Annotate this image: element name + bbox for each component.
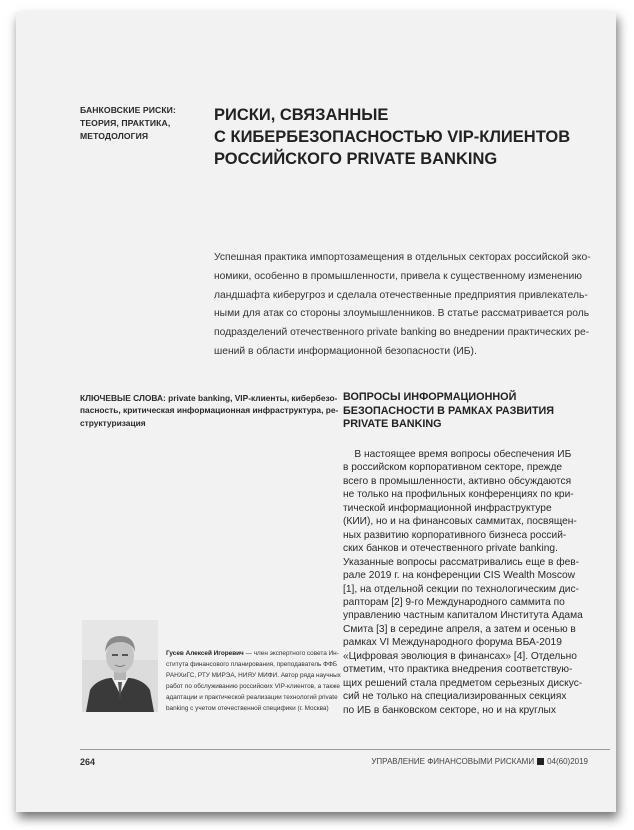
- author-name: Гусев Алексей Игоревич: [166, 650, 244, 657]
- abstract-line: Успешная практика импортозамещения в отдельных секторах российской эко-: [214, 252, 591, 263]
- article-abstract: [214, 249, 606, 362]
- author-bio: [166, 649, 341, 714]
- body-line: Смита [3] в середине апреля, а затем и осенью в: [343, 623, 576, 635]
- abstract-line: ными для атак со стороны злоумышленников. В статье рассматривается роль: [214, 308, 590, 320]
- author-photo: [82, 620, 158, 712]
- section-heading-line: PRIVATE BANKING: [343, 418, 442, 430]
- issue-number: 04(60)2019: [547, 757, 588, 766]
- title-line: РИСКИ, СВЯЗАННЫЕ: [214, 106, 389, 124]
- rubric-line: БАНКОВСКИЕ РИСКИ:: [80, 105, 176, 115]
- journal-name: УПРАВЛЕНИЕ ФИНАНСОВЫМИ РИСКАМИ: [371, 757, 535, 766]
- square-separator-icon: [537, 758, 544, 765]
- body-line: [1], на отдельной секции по технологическим дис-: [343, 583, 579, 595]
- section-heading-line: БЕЗОПАСНОСТИ В РАМКАХ РАЗВИТИЯ: [343, 404, 555, 417]
- bio-line: адаптации и практической реализации технологий private: [166, 693, 338, 701]
- section-heading-line: ВОПРОСЫ ИНФОРМАЦИОННОЙ: [343, 391, 517, 403]
- bio-first-line: [166, 649, 339, 660]
- bio-line: ститута финансового планирования, преподаватель ФФБ: [166, 660, 338, 668]
- body-line: всего в промышленности, активно обсуждаются: [343, 475, 572, 487]
- body-line: ских банков и отечественного private banking.: [343, 543, 558, 555]
- page-number: 264: [80, 757, 96, 767]
- body-line: (КИИ), но и на финансовых саммитах, посвящен-: [343, 516, 577, 528]
- body-line: «Цифровая эволюция в финансах» [4]. Отдельно: [343, 650, 577, 662]
- bio-line: работ по обслуживанию российских VIP-клиентов, а также: [166, 682, 340, 690]
- bio-text: — член экспертного совета Ин-: [243, 650, 339, 657]
- abstract-line: ландшафта киберугроз и сделала отечественные предприятия привлекатель-: [214, 289, 588, 301]
- bio-line: РАНХиГС, РТУ МИРЭА, НИЯУ МИФИ. Автор ряда научных: [166, 671, 341, 679]
- title-line: РОССИЙСКОГО PRIVATE BANKING: [214, 150, 498, 168]
- body-line: сий не только на специализированных секциях: [343, 691, 567, 703]
- body-line: рале 2019 г. на конференции CIS Wealth Moscow: [343, 570, 575, 582]
- body-line: по ИБ в банковском секторе, но и на круглых: [343, 704, 556, 716]
- keywords-block: [80, 392, 340, 429]
- body-line: щих решений стала предметом серьезных дискус-: [343, 677, 583, 689]
- body-line: управлению частным капиталом Института Адама: [343, 610, 583, 622]
- rubric-heading: [80, 104, 200, 143]
- journal-footer: [371, 757, 588, 766]
- footer-divider: [80, 749, 610, 750]
- body-line: рапторам [2] 9-го Международного саммита по: [343, 596, 565, 608]
- section-heading: [343, 391, 593, 432]
- body-line: отметим, что практика внедрения соответствую-: [343, 664, 573, 676]
- body-line: ных развитию корпоративного бизнеса россий-: [343, 529, 567, 541]
- body-line: в российском корпоративном секторе, прежде: [343, 462, 563, 474]
- title-line: С КИБЕРБЕЗОПАСНОСТЬЮ VIP-КЛИЕНТОВ: [214, 128, 571, 146]
- journal-page: [16, 12, 616, 812]
- body-line: тической информационной инфраструктуре: [343, 502, 552, 514]
- body-line: рамках VI Международного форума ВБА-2019: [343, 637, 562, 649]
- bio-line: banking с учетом отечественной специфики (г. Москва): [166, 704, 329, 712]
- keywords-line: КЛЮЧЕВЫЕ СЛОВА: private banking, VIP-клиенты, кибербезо-: [80, 393, 338, 403]
- abstract-line: номики, особенно в промышленности, привела к существенному изменению: [214, 270, 582, 282]
- keywords-line: пасность, критическая информационная инфраструктура, ре-: [80, 405, 339, 416]
- rubric-line: ТЕОРИЯ, ПРАКТИКА,: [80, 118, 171, 128]
- abstract-line: шений в области информационной безопасности (ИБ).: [214, 345, 477, 357]
- body-line: В настоящее время вопросы обеспечения ИБ: [343, 449, 572, 460]
- rubric-line: МЕТОДОЛОГИЯ: [80, 131, 149, 141]
- abstract-line: подразделений отечественного private banking во внедрении практических ре-: [214, 327, 590, 339]
- article-title: [214, 104, 594, 170]
- author-portrait-icon: [82, 620, 158, 712]
- keywords-line: структуризация: [80, 417, 146, 428]
- body-line: не только на профильных конференциях по кри-: [343, 489, 574, 501]
- body-line: Указанные вопросы рассматривались еще в фев-: [343, 556, 580, 568]
- article-body: [343, 448, 603, 717]
